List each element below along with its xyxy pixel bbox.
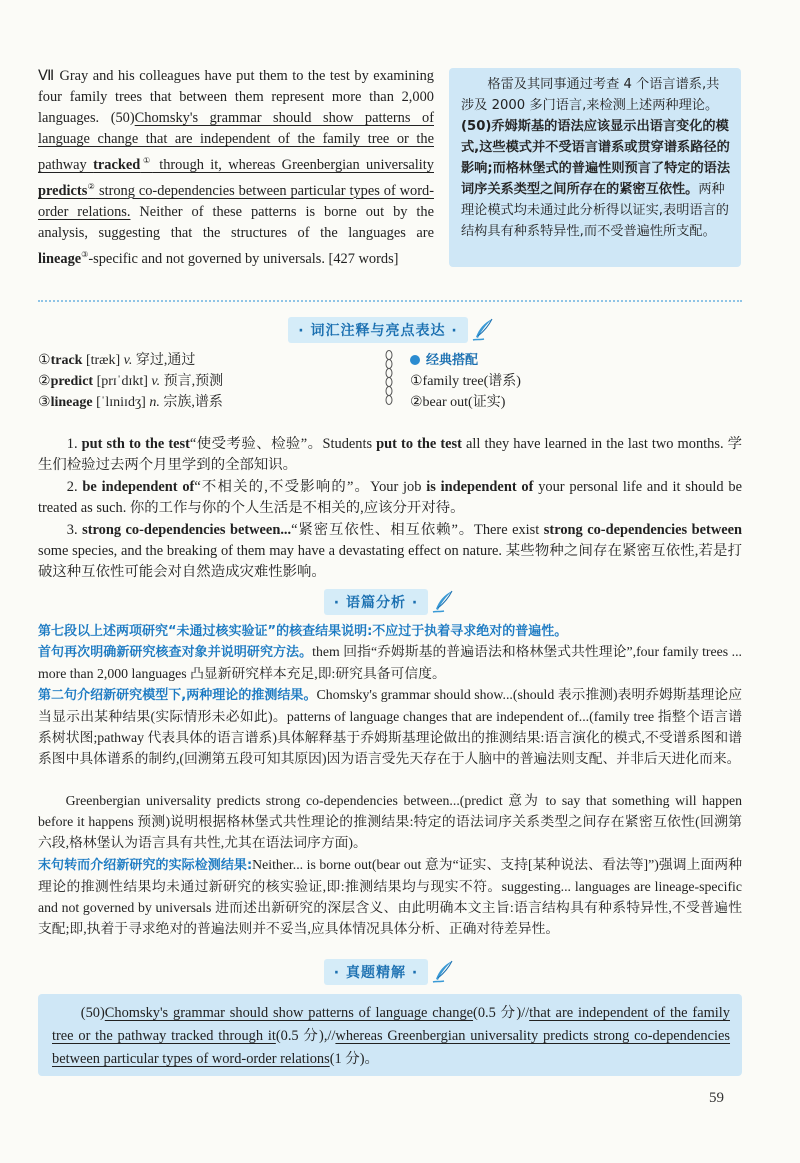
answer-part-1: Chomsky's grammar should show patterns of language change (104, 1005, 474, 1021)
key-sentence-part-a: Chomsky's grammar should show patterns of language change that are independent of the family tree or the pathway (38, 110, 434, 173)
collocation-list (410, 350, 521, 413)
bullet-icon (410, 355, 420, 365)
translation-sentence-1: 格雷及其同事通过考查 4 个语言谱系,共涉及 2000 多门语言,来检测上述两种理论。 (461, 77, 720, 113)
dotted-divider (38, 300, 742, 302)
question-number: (50) (110, 110, 135, 126)
vocab-item: ②predict [prɪˈdɪkt] v. 预言,预测 (38, 374, 224, 389)
sentence-one: Gray and his colleagues have put them to the test by examining four family trees that between them represent more than 2,000 languages. (38, 68, 434, 126)
collocation-heading: 经典搭配 (410, 350, 521, 371)
translation-note (449, 68, 741, 267)
analysis-sentence-one: 首句再次明确新研究核查对象并说明研究方法。them 回指“乔姆斯基的普遍语法和格林堡式共性理论”,four family trees ... more than 2,000 languages 凸显新研究样本充足,即:研究具备可信度。 (38, 644, 742, 681)
phrase-item: 2. be independent of“不相关的,不受影响的”。Your job is independent of your personal life and it should be treated as such. 你的工作与你的个人生活是不相关的,应该分开对待。 (38, 479, 742, 516)
vocab-word-predicts: predicts (38, 182, 88, 199)
chain-divider-icon (384, 350, 394, 410)
sentence-three-part-a: Neither of these patterns is borne out by the analysis, suggesting that the structures of the languages are (38, 203, 434, 241)
answer-section-title: · 真题精解 · (324, 959, 428, 985)
analysis-section-header (300, 588, 480, 616)
key-sentence-part-b: through it, whereas Greenbergian universality (152, 156, 434, 173)
paragraph-marker: Ⅶ (38, 68, 55, 84)
translation-sentence-2: (50)乔姆斯基的语法应该显示出语言变化的模式,这些模式并不受语言谱系或贯穿谱系路径的影响;而格林堡式的普遍性则预言了特定的语法词序关系类型之间所存在的紧密互依性。 (461, 119, 731, 197)
answer-part-3: whereas Greenbergian universality predicts strong co-dependencies between particular types of word-order relations (52, 1028, 731, 1067)
answer-box (38, 994, 742, 1076)
answer-number: (50) (80, 1005, 105, 1021)
vocab-section-title: · 词汇注释与亮点表达 · (288, 317, 467, 343)
answer-part-2: that are independent of the family tree or the pathway tracked through it (52, 1005, 730, 1044)
phrase-item: 1. put sth to the test“使受考验、检验”。Students put to the test all they have learned in the last two months. 学生们检验过去两个月里学到的全部知识。 (38, 436, 742, 473)
answer-score-2: (0.5 分),// (275, 1028, 336, 1044)
feather-pen-icon (430, 589, 456, 615)
answer-score-1: (0.5 分)// (473, 1005, 530, 1021)
word-count: [427 words] (328, 250, 399, 267)
sentence-three-part-b: -specific and not governed by universals. (88, 250, 325, 267)
vocab-item: ①track [træk] v. 穿过,通过 (38, 353, 196, 368)
phrase-item: 3. strong co-dependencies between...“紧密互依性、相互依赖”。There exist strong co-dependencies between some species, and the breaking of them may have a devastating effect on nature. 某些物种之间存在紧密互依性,若是打破这种互依性可能会对自然造成灾难性影响。 (38, 522, 743, 580)
vocab-word-lineage: lineage (38, 250, 82, 267)
note-marker-1: ① (140, 156, 153, 165)
paragraph-seven (38, 66, 434, 269)
analysis-greenberg: Greenbergian universality predicts strong co-dependencies between...(predict 意为 to say that something will happen before it happens 预测)说明根据格林堡式共性理论的推测结果:特定的语法词序关系类型之间存在紧密互依性(回溯第六段,格林堡认为语言具有共性,尤其在语法词序方面)。 (38, 793, 742, 850)
answer-section-header (300, 958, 480, 986)
collocation-item: ②bear out(证实) (410, 395, 506, 410)
feather-pen-icon (430, 959, 456, 985)
page-number: 59 (709, 1090, 724, 1106)
vocab-section-header (272, 316, 512, 344)
vocab-word-tracked: tracked (93, 156, 141, 173)
analysis-summary: 第七段以上述两项研究“未通过核实验证”的核查结果说明:不应过于执着寻求绝对的普遍性。 (38, 624, 568, 639)
analysis-section-title: · 语篇分析 · (324, 589, 428, 615)
answer-score-3: (1 分)。 (329, 1051, 379, 1067)
key-sentence-part-c: strong co-dependencies between particular types of word-order relations. (38, 182, 434, 220)
feather-pen-icon (470, 317, 496, 343)
vocab-item: ③lineage [ˈlɪniɪdʒ] n. 宗族,谱系 (38, 395, 223, 410)
vocab-list (38, 350, 223, 413)
translation-sentence-3: 两种理论模式均未通过此分析得以证实,表明语言的结构具有种系特异性,而不受普遍性所支配。 (461, 182, 729, 239)
note-marker-2: ② (87, 181, 96, 191)
analysis-sentence-three: 末句转而介绍新研究的实际检测结果:Neither... is borne out(bear out 意为“证实、支持[某种说法、看法等]”)强调上面两种理论的推测性结果均未通过新研究的核实验证,即:推测结果均与现实不符。suggesting... languages are lineage-specific and not governed by universals 进而述出新研究的深层含义、由此明确本文主旨:语言结构具有种系特异性,不受普遍性支配;即,执着于寻求绝对的普遍法则并不妥当,应具体情况具体分析、正确对待差异性。 (38, 857, 742, 936)
note-marker-3: ③ (81, 249, 89, 259)
analysis-sentence-two: 第二句介绍新研究模型下,两种理论的推测结果。Chomsky's grammar should show...(should 表示推测)表明乔姆斯基理论应当显示出某种结果(实际情形未必如此)。patterns of language changes that are independent of...(family tree 指整个语言谱系树状图;pathway 代表具体的语言谱系)具体解释基于乔姆斯基理论做出的推测结果:语言演化的模式,不受谱系图和谱系图中具体谱系的制约,(回溯第五段可知其原因)因为语言受先天存在于人脑中的普遍法则支配、并非后天进化而来。 (38, 687, 742, 766)
collocation-item: ①family tree(谱系) (410, 374, 521, 389)
